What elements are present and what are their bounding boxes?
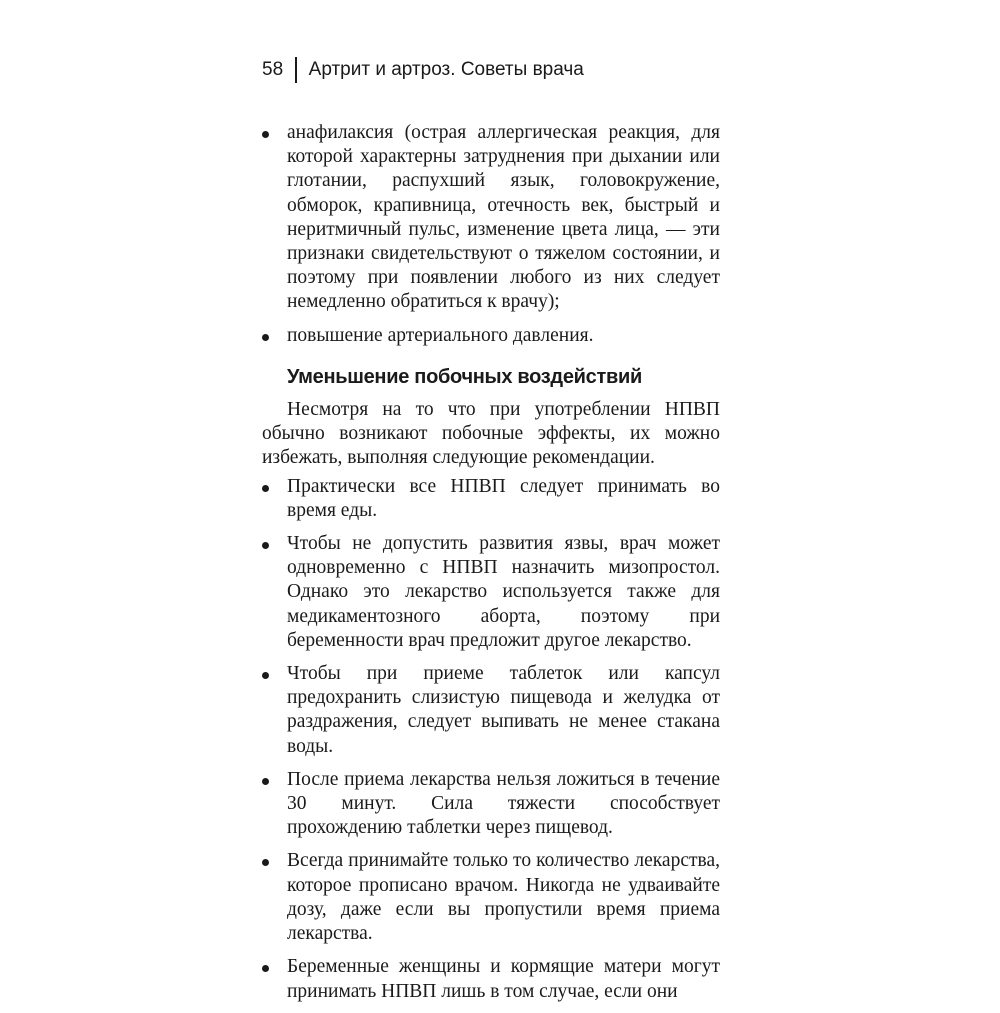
list-item-text: Всегда принимайте только то количество лекарства, которое прописано врачом. Никогда не удваивайте дозу, даже если вы пропустили время приема лекарства. [287, 850, 720, 945]
bullet-icon [262, 334, 269, 341]
section-heading: Уменьшение побочных воздействий [287, 365, 642, 388]
list-item [262, 324, 720, 348]
side-effects-list [262, 121, 720, 348]
intro-paragraph: Несмотря на то что при употреблении НПВП обычно возникают побочные эффекты, их можно избежать, выполняя следующие рекомендации. [262, 399, 720, 469]
list-item-text: Практически все НПВП следует принимать во время еды. [287, 475, 720, 521]
list-item [262, 662, 720, 759]
list-item [262, 955, 720, 1003]
bullet-icon [262, 672, 269, 679]
list-item-text: анафилаксия (острая аллергическая реакция, для которой характерны затруднения при дыхании или глотании, распухший язык, головокружение, обморок, крапивница, отечность век, быстрый и неритмичный пульс, изменение цвета лица, — эти признаки свидетельствуют о тяжелом состоянии, и поэтому при появлении любого из них следует немедленно обратиться к врачу); [287, 122, 720, 313]
list-item [262, 475, 720, 523]
bullet-icon [262, 965, 269, 972]
bullet-icon [262, 859, 269, 866]
running-head [262, 56, 584, 84]
list-item [262, 532, 720, 653]
list-item-text: Чтобы не допустить развития язвы, врач может одновременно с НПВП назначить мизопростол. Однако это лекарство используется также для медикаментозного аборта, поэтому при беременности врач предложит другое лекарство. [287, 533, 720, 651]
bullet-icon [262, 485, 269, 492]
list-item-text: Беременные женщины и кормящие матери могут принимать НПВП лишь в том случае, если они [287, 956, 720, 1002]
page-number: 58 [262, 59, 284, 80]
recommendations-list [262, 475, 720, 1004]
page-content [262, 121, 720, 1013]
running-title: Артрит и артроз. Советы врача [308, 59, 584, 80]
bullet-icon [262, 778, 269, 785]
bullet-icon [262, 542, 269, 549]
list-item-text: Чтобы при приеме таблеток или капсул предохранить слизистую пищевода и желудка от раздражения, следует выпивать не менее стакана воды. [287, 663, 720, 757]
header-divider [295, 57, 297, 83]
list-item-text: После приема лекарства нельзя ложиться в течение 30 минут. Сила тяжести способствует прохождению таблетки через пищевод. [287, 768, 720, 839]
list-item [262, 768, 720, 841]
bullet-icon [262, 131, 269, 138]
list-item-text: повышение артериального давления. [287, 324, 594, 346]
list-item [262, 121, 720, 315]
list-item [262, 849, 720, 946]
